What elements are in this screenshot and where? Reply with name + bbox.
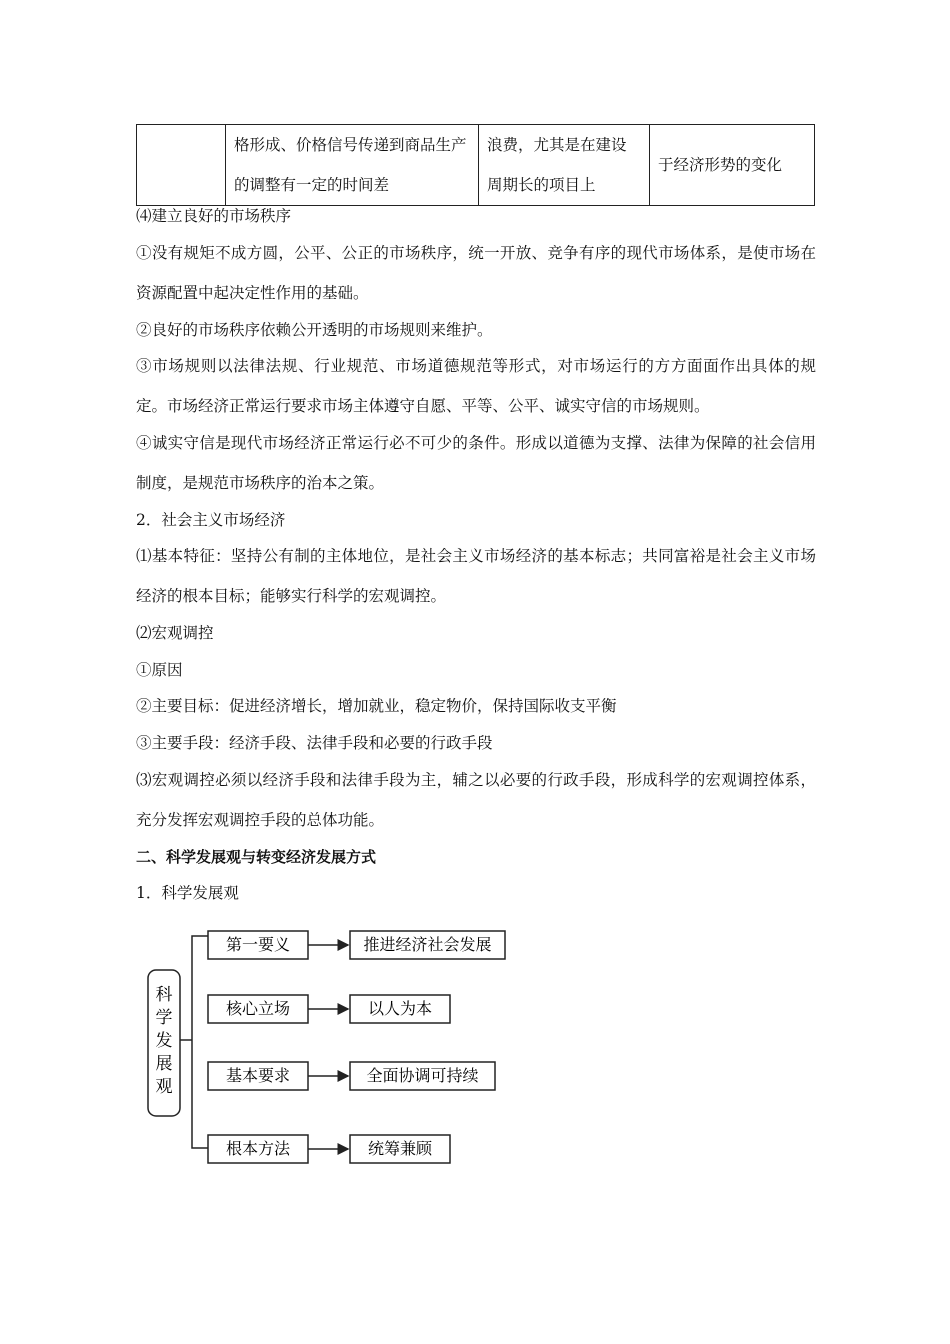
paragraph: ⑷建立良好的市场秩序 xyxy=(136,207,292,225)
root-label-char: 展 xyxy=(155,1054,173,1074)
table-cell: 于经济形势的变化 xyxy=(650,125,815,206)
concept-diagram xyxy=(140,920,520,1170)
root-label-char: 观 xyxy=(155,1077,173,1097)
paragraph: ③主要手段：经济手段、法律手段和必要的行政手段 xyxy=(136,734,493,752)
paragraph: ③市场规则以法律法规、行业规范、市场道德规范等形式，对市场运行的方方面面作出具体的规定。市场经济正常运行要求市场主体遵守自愿、平等、公平、诚实守信的市场规则。 xyxy=(136,357,816,415)
table-cell: 格形成、价格信号传递到商品生产的调整有一定的时间差 xyxy=(226,125,479,206)
table-cell xyxy=(137,125,226,206)
table-row xyxy=(137,125,815,206)
target-label: 全面协调可持续 xyxy=(366,1066,479,1085)
target-label: 推进经济社会发展 xyxy=(363,935,492,954)
branch-label: 基本要求 xyxy=(225,1066,291,1085)
target-label: 以人为本 xyxy=(367,999,433,1018)
paragraph: 2．社会主义市场经济 xyxy=(136,511,286,529)
paragraph: ②主要目标：促进经济增长，增加就业，稳定物价，保持国际收支平衡 xyxy=(136,697,617,715)
branch-label: 根本方法 xyxy=(225,1139,291,1158)
paragraph: ⑴基本特征：坚持公有制的主体地位，是社会主义市场经济的基本标志；共同富裕是社会主义市场经济的根本目标；能够实行科学的宏观调控。 xyxy=(136,547,816,605)
paragraph: ①原因 xyxy=(136,661,183,679)
target-label: 统筹兼顾 xyxy=(367,1139,433,1158)
root-label-char: 科 xyxy=(155,985,173,1005)
paragraph: ②良好的市场秩序依赖公开透明的市场规则来维护。 xyxy=(136,321,493,339)
branch-label: 核心立场 xyxy=(225,999,291,1018)
root-label xyxy=(156,985,173,1097)
paragraph: ④诚实守信是现代市场经济正常运行必不可少的条件。形成以道德为支撑、法律为保障的社会信用制度，是规范市场秩序的治本之策。 xyxy=(136,434,816,492)
root-label-char: 学 xyxy=(155,1008,173,1028)
root-label-char: 发 xyxy=(155,1031,173,1051)
section-heading: 二、科学发展观与转变经济发展方式 xyxy=(136,848,377,866)
table-cell: 浪费，尤其是在建设周期长的项目上 xyxy=(479,125,650,206)
paragraph: ①没有规矩不成方圆，公平、公正的市场秩序，统一开放、竞争有序的现代市场体系，是使市场在资源配置中起决定性作用的基础。 xyxy=(136,244,816,302)
paragraph: ⑶宏观调控必须以经济手段和法律手段为主，辅之以必要的行政手段，形成科学的宏观调控体系，充分发挥宏观调控手段的总体功能。 xyxy=(136,771,816,829)
table-continuation xyxy=(136,124,815,206)
branch-label: 第一要义 xyxy=(225,935,291,954)
bracket-line xyxy=(192,936,208,1148)
paragraph: ⑵宏观调控 xyxy=(136,624,214,642)
subheading: 1．科学发展观 xyxy=(136,884,239,902)
